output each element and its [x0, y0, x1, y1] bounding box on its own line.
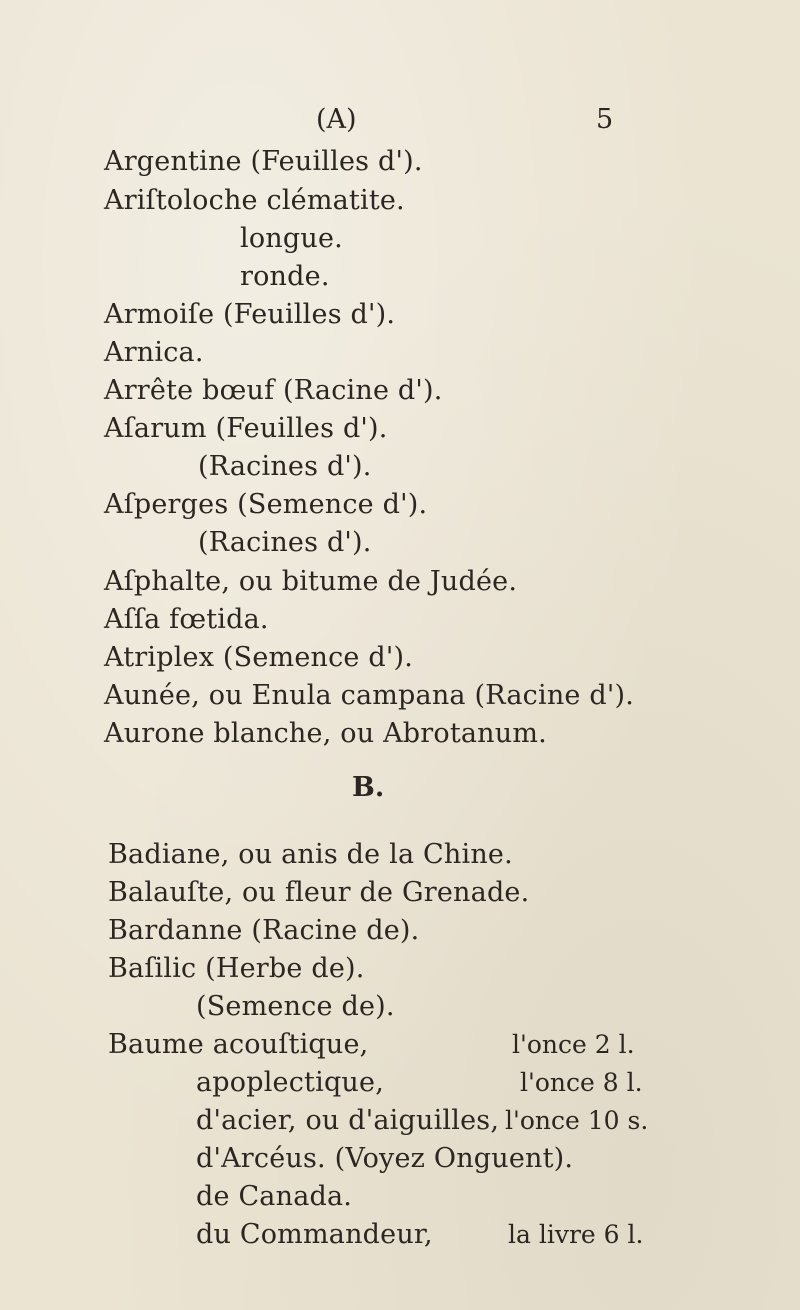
entry-aristoloche-longue: longue.: [240, 223, 343, 254]
price-apoplectique: l'once 8 l.: [520, 1068, 643, 1097]
page-number: 5: [596, 104, 614, 135]
entry-badiane: Badiane, ou anis de la Chine.: [108, 839, 513, 870]
entry-baume-apoplectique: apoplectique,: [196, 1067, 384, 1098]
entry-asperges-racines: (Racines d').: [198, 527, 372, 558]
entry-baume-commandeur: du Commandeur,: [196, 1219, 433, 1250]
entry-bardanne: Bardanne (Racine de).: [108, 915, 420, 946]
section-heading-b: B.: [352, 772, 385, 803]
entry-baume-acier: d'acier, ou d'aiguilles,: [196, 1105, 500, 1136]
entry-armoise: Armoiſe (Feuilles d').: [104, 299, 396, 330]
entry-aristoloche-ronde: ronde.: [240, 261, 330, 292]
running-head-letter: (A): [316, 104, 357, 135]
entry-baume-canada: de Canada.: [196, 1181, 353, 1212]
entry-assa-foetida: Aſſa fœtida.: [104, 604, 269, 635]
entry-aunee: Aunée, ou Enula campana (Racine d').: [104, 680, 635, 711]
entry-baume-arceus: d'Arcéus. (Voyez Onguent).: [196, 1143, 574, 1174]
entry-arnica: Arnica.: [104, 337, 204, 368]
price-acier: l'once 10 s.: [505, 1106, 649, 1135]
entry-aristoloche: Ariſtoloche clématite.: [104, 185, 405, 216]
price-commandeur: la livre 6 l.: [508, 1220, 644, 1249]
entry-basilic-semence: (Semence de).: [196, 991, 395, 1022]
entry-aurone: Aurone blanche, ou Abrotanum.: [104, 718, 547, 749]
entry-asperges: Aſperges (Semence d').: [104, 489, 428, 520]
entry-asphalte: Aſphalte, ou bitume de Judée.: [104, 566, 518, 597]
entry-basilic: Baſilic (Herbe de).: [108, 953, 365, 984]
entry-atriplex: Atriplex (Semence d').: [104, 642, 414, 673]
price-acoustique: l'once 2 l.: [512, 1030, 635, 1059]
entry-arrete-boeuf: Arrête bœuf (Racine d').: [104, 375, 443, 406]
entry-baume-acoustique: Baume acouſtique,: [108, 1029, 369, 1060]
entry-asarum-racines: (Racines d').: [198, 451, 372, 482]
entry-balauste: Balauſte, ou fleur de Grenade.: [108, 877, 530, 908]
entry-asarum: Aſarum (Feuilles d').: [104, 413, 388, 444]
entry-argentine: Argentine (Feuilles d').: [104, 146, 423, 177]
